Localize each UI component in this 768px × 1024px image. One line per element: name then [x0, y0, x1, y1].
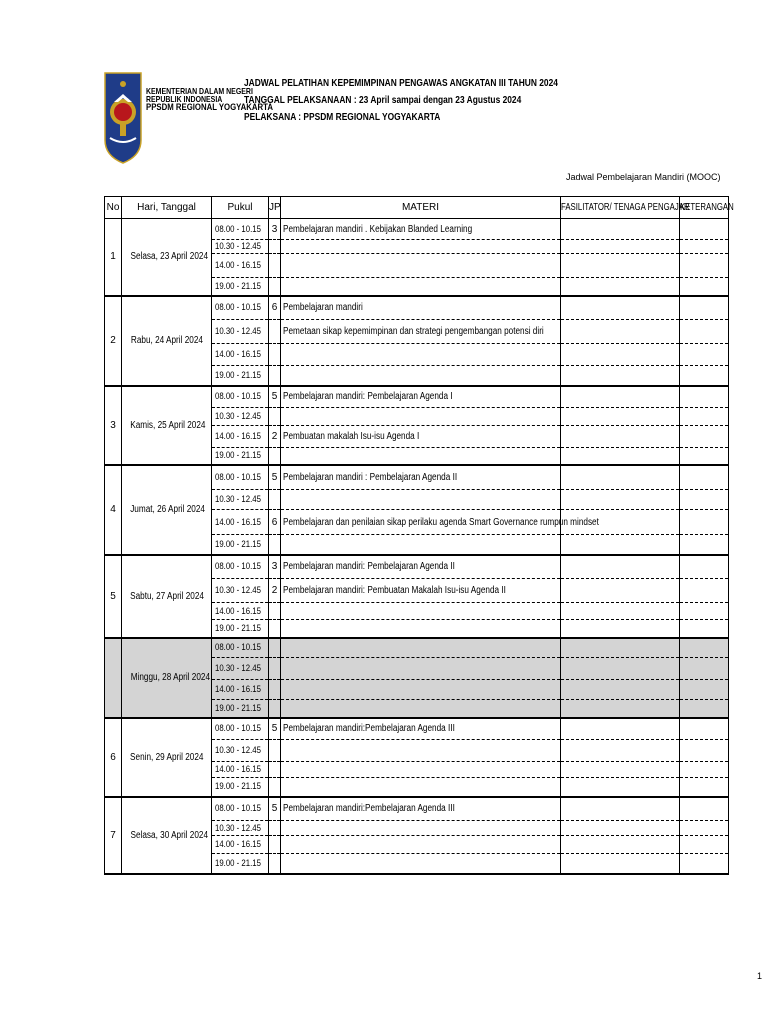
materi-text-label: Pembelajaran mandiri:Pembelajaran Agenda III: [283, 803, 455, 815]
materi-text-label: Pemetaan sikap kepemimpinan dan strategi pengembangan potensi diri: [283, 326, 544, 337]
time-slot: [212, 740, 269, 762]
day-date: [122, 386, 212, 465]
day-date-label: Minggu, 28 April 2024: [130, 672, 211, 683]
facilitator-cell: [561, 219, 680, 240]
document-title-block: [244, 75, 636, 126]
time-slot: [212, 579, 269, 603]
time-slot-label: 10.30 - 12.45: [215, 585, 261, 596]
time-slot-label: 19.00 - 21.15: [215, 702, 261, 714]
time-slot-label: 19.00 - 21.15: [215, 538, 261, 550]
materi-text: [281, 579, 561, 603]
day-date: [122, 465, 212, 555]
day-number: 4: [105, 465, 122, 555]
day-date: [122, 555, 212, 638]
materi-text: [281, 836, 561, 854]
schedule-subtitle: Jadwal Pembelajaran Mandiri (MOOC): [566, 172, 721, 182]
kemendagri-emblem-icon: [104, 72, 142, 164]
time-slot: [212, 278, 269, 296]
time-slot-label: 14.00 - 16.15: [215, 764, 261, 775]
facilitator-cell: [561, 638, 680, 658]
time-slot: [212, 778, 269, 797]
time-slot: [212, 658, 269, 680]
facilitator-cell: [561, 854, 680, 874]
facilitator-cell: [561, 386, 680, 408]
materi-text-label: Pembelajaran mandiri: Pembuatan Makalah Isu-isu Agenda II: [283, 585, 506, 596]
facilitator-cell: [561, 821, 680, 836]
header-date: Hari, Tanggal: [122, 197, 212, 219]
time-slot: [212, 490, 269, 510]
day-date-label: Senin, 29 April 2024: [130, 751, 204, 763]
facilitator-cell: [561, 658, 680, 680]
jp-count: 2: [269, 426, 281, 448]
remarks-cell: [680, 680, 729, 700]
time-slot-label: 14.00 - 16.15: [215, 516, 261, 528]
materi-text: [281, 762, 561, 778]
time-slot-label: 14.00 - 16.15: [215, 260, 261, 271]
time-slot-label: 08.00 - 10.15: [215, 302, 261, 314]
org-line-unit: PPSDM REGIONAL YOGYAKARTA: [146, 102, 273, 113]
remarks-cell: [680, 320, 729, 344]
facilitator-cell: [561, 680, 680, 700]
facilitator-cell: [561, 700, 680, 718]
page-number: 1: [757, 971, 763, 981]
facilitator-cell: [561, 240, 680, 254]
facilitator-cell: [561, 718, 680, 740]
time-slot-label: 10.30 - 12.45: [215, 494, 261, 505]
time-slot: [212, 638, 269, 658]
time-slot: [212, 680, 269, 700]
time-slot: [212, 821, 269, 836]
jp-count: 6: [269, 510, 281, 535]
facilitator-cell: [561, 603, 680, 620]
remarks-cell: [680, 854, 729, 874]
day-date-label: Selasa, 30 April 2024: [130, 829, 209, 841]
remarks-cell: [680, 448, 729, 465]
header-materi: MATERI: [281, 197, 561, 219]
materi-text-label: Pembuatan makalah Isu-isu Agenda I: [283, 431, 420, 442]
schedule-table: [104, 196, 734, 875]
materi-text: [281, 386, 561, 408]
day-number: [105, 638, 122, 718]
facilitator-cell: [561, 535, 680, 555]
remarks-cell: [680, 510, 729, 535]
day-number: 5: [105, 555, 122, 638]
materi-text: [281, 680, 561, 700]
facilitator-cell: [561, 320, 680, 344]
materi-text: [281, 821, 561, 836]
table-row: [105, 219, 729, 240]
remarks-cell: [680, 386, 729, 408]
time-slot-label: 08.00 - 10.15: [215, 723, 261, 735]
facilitator-cell: [561, 366, 680, 386]
jp-count: 6: [269, 296, 281, 320]
remarks-cell: [680, 296, 729, 320]
time-slot: [212, 762, 269, 778]
materi-text: [281, 603, 561, 620]
day-date: [122, 296, 212, 386]
time-slot: [212, 700, 269, 718]
time-slot: [212, 296, 269, 320]
day-number: 3: [105, 386, 122, 465]
time-slot-label: 14.00 - 16.15: [215, 605, 261, 617]
time-slot-label: 10.30 - 12.45: [215, 241, 261, 252]
remarks-cell: [680, 740, 729, 762]
time-slot: [212, 448, 269, 465]
jp-count: 5: [269, 718, 281, 740]
remarks-cell: [680, 762, 729, 778]
time-slot: [212, 620, 269, 638]
day-date-label: Selasa, 23 April 2024: [130, 251, 209, 263]
table-header-row: [105, 197, 729, 219]
jp-count: 3: [269, 555, 281, 579]
time-slot-label: 19.00 - 21.15: [215, 369, 261, 381]
header-jp: JP: [269, 197, 281, 219]
remarks-cell: [680, 700, 729, 718]
remarks-cell: [680, 465, 729, 490]
time-slot: [212, 797, 269, 821]
table-row: [105, 465, 729, 490]
header-remarks: KETERANGAN: [680, 197, 729, 219]
remarks-cell: [680, 638, 729, 658]
materi-text: [281, 240, 561, 254]
day-date-label: Jumat, 26 April 2024: [130, 504, 205, 515]
time-slot: [212, 535, 269, 555]
org-line-country: REPUBLIK INDONESIA: [146, 94, 223, 104]
remarks-cell: [680, 821, 729, 836]
facilitator-cell: [561, 778, 680, 797]
materi-text: [281, 638, 561, 658]
jp-count: 5: [269, 386, 281, 408]
materi-text: [281, 296, 561, 320]
materi-text: [281, 700, 561, 718]
facilitator-cell: [561, 620, 680, 638]
table-row: [105, 555, 729, 579]
materi-text: [281, 658, 561, 680]
remarks-cell: [680, 344, 729, 366]
table-row: [105, 797, 729, 821]
time-slot: [212, 603, 269, 620]
remarks-cell: [680, 718, 729, 740]
jp-count: 2: [269, 579, 281, 603]
document-title: JADWAL PELATIHAN KEPEMIMPINAN PENGAWAS ANGKATAN III TAHUN 2024: [244, 77, 558, 89]
time-slot: [212, 240, 269, 254]
remarks-cell: [680, 278, 729, 296]
materi-text: [281, 490, 561, 510]
facilitator-cell: [561, 426, 680, 448]
remarks-cell: [680, 797, 729, 821]
time-slot-label: 08.00 - 10.15: [215, 391, 261, 403]
time-slot-label: 19.00 - 21.15: [215, 622, 261, 634]
facilitator-cell: [561, 579, 680, 603]
org-line-ministry: KEMENTERIAN DALAM NEGERI: [146, 86, 253, 96]
time-slot-label: 08.00 - 10.15: [215, 803, 261, 815]
materi-text-label: Pembelajaran mandiri: [283, 302, 363, 314]
day-number: 7: [105, 797, 122, 874]
header-facilitator: FASILITATOR/ TENAGA PENGAJAR: [561, 197, 680, 219]
remarks-cell: [680, 219, 729, 240]
time-slot: [212, 320, 269, 344]
remarks-cell: [680, 778, 729, 797]
time-slot-label: 14.00 - 16.15: [215, 431, 261, 442]
time-slot: [212, 344, 269, 366]
time-slot-label: 19.00 - 21.15: [215, 857, 261, 869]
day-date: [122, 219, 212, 296]
materi-text-label: Pembelajaran mandiri: Pembelajaran Agenda II: [283, 561, 455, 573]
time-slot-label: 10.30 - 12.45: [215, 663, 261, 674]
facilitator-cell: [561, 448, 680, 465]
facilitator-cell: [561, 296, 680, 320]
time-slot-label: 19.00 - 21.15: [215, 280, 261, 292]
remarks-cell: [680, 240, 729, 254]
day-date: [122, 638, 212, 718]
header-time: Pukul: [212, 197, 269, 219]
facilitator-cell: [561, 278, 680, 296]
time-slot: [212, 254, 269, 278]
materi-text: [281, 366, 561, 386]
facilitator-cell: [561, 555, 680, 579]
time-slot: [212, 555, 269, 579]
time-slot-label: 08.00 - 10.15: [215, 561, 261, 573]
time-slot: [212, 219, 269, 240]
time-slot: [212, 386, 269, 408]
materi-text: [281, 254, 561, 278]
day-number: 6: [105, 718, 122, 797]
facilitator-cell: [561, 490, 680, 510]
materi-text: [281, 465, 561, 490]
table-row: [105, 638, 729, 658]
remarks-cell: [680, 620, 729, 638]
remarks-cell: [680, 535, 729, 555]
jp-count: 3: [269, 219, 281, 240]
remarks-cell: [680, 366, 729, 386]
remarks-cell: [680, 579, 729, 603]
schedule-body: [105, 219, 729, 874]
time-slot-label: 08.00 - 10.15: [215, 471, 261, 483]
facilitator-cell: [561, 836, 680, 854]
time-slot-label: 08.00 - 10.15: [215, 223, 261, 235]
time-slot: [212, 836, 269, 854]
materi-text: [281, 797, 561, 821]
materi-text-label: Pembelajaran mandiri: Pembelajaran Agenda I: [283, 391, 453, 403]
materi-text: [281, 778, 561, 797]
materi-text: [281, 448, 561, 465]
remarks-cell: [680, 254, 729, 278]
materi-text-label: Pembelajaran mandiri . Kebijakan Blanded Learning: [283, 223, 473, 235]
materi-text: [281, 278, 561, 296]
facilitator-cell: [561, 254, 680, 278]
materi-text: [281, 620, 561, 638]
day-date: [122, 797, 212, 874]
time-slot-label: 08.00 - 10.15: [215, 642, 261, 654]
facilitator-cell: [561, 740, 680, 762]
time-slot: [212, 408, 269, 426]
facilitator-cell: [561, 797, 680, 821]
time-slot: [212, 426, 269, 448]
day-number: 1: [105, 219, 122, 296]
time-slot-label: 10.30 - 12.45: [215, 411, 261, 422]
table-row: [105, 386, 729, 408]
day-date-label: Rabu, 24 April 2024: [130, 335, 203, 346]
time-slot-label: 14.00 - 16.15: [215, 839, 261, 850]
jp-count: 5: [269, 797, 281, 821]
remarks-cell: [680, 836, 729, 854]
day-date-label: Kamis, 25 April 2024: [130, 419, 206, 431]
time-slot-label: 14.00 - 16.15: [215, 349, 261, 360]
materi-text-label: Pembelajaran mandiri : Pembelajaran Agenda II: [283, 471, 458, 483]
facilitator-cell: [561, 465, 680, 490]
materi-text: [281, 510, 599, 535]
materi-text: [281, 535, 561, 555]
facilitator-cell: [561, 762, 680, 778]
document-organizer: PELAKSANA : PPSDM REGIONAL YOGYAKARTA: [244, 111, 441, 123]
time-slot: [212, 718, 269, 740]
time-slot-label: 14.00 - 16.15: [215, 684, 261, 695]
remarks-cell: [680, 426, 729, 448]
time-slot: [212, 510, 269, 535]
remarks-cell: [680, 408, 729, 426]
materi-text-label: Pembelajaran dan penilaian sikap perilaku agenda Smart Governance rumpun mindset: [283, 516, 599, 528]
day-date-label: Sabtu, 27 April 2024: [130, 590, 204, 602]
materi-text: [281, 740, 561, 762]
materi-text: [281, 408, 561, 426]
day-date: [122, 718, 212, 797]
remarks-cell: [680, 555, 729, 579]
time-slot: [212, 366, 269, 386]
materi-text-label: Pembelajaran mandiri:Pembelajaran Agenda III: [283, 723, 455, 735]
materi-text: [281, 426, 561, 448]
day-number: 2: [105, 296, 122, 386]
table-row: [105, 296, 729, 320]
time-slot-label: 19.00 - 21.15: [215, 781, 261, 793]
header-no: No: [105, 197, 122, 219]
facilitator-cell: [561, 344, 680, 366]
time-slot-label: 10.30 - 12.45: [215, 822, 261, 834]
materi-text: [281, 854, 561, 874]
materi-text: [281, 718, 561, 740]
time-slot: [212, 465, 269, 490]
jp-count: 5: [269, 465, 281, 490]
time-slot-label: 19.00 - 21.15: [215, 450, 261, 462]
time-slot: [212, 854, 269, 874]
materi-text: [281, 344, 561, 366]
time-slot-label: 10.30 - 12.45: [215, 745, 261, 756]
materi-text: [281, 219, 561, 240]
time-slot-label: 10.30 - 12.45: [215, 326, 261, 337]
table-row: [105, 718, 729, 740]
remarks-cell: [680, 603, 729, 620]
remarks-cell: [680, 658, 729, 680]
materi-text: [281, 320, 561, 344]
materi-text: [281, 555, 561, 579]
facilitator-cell: [561, 408, 680, 426]
document-date-range: TANGGAL PELAKSANAAN : 23 April sampai dengan 23 Agustus 2024: [244, 94, 522, 106]
remarks-cell: [680, 490, 729, 510]
